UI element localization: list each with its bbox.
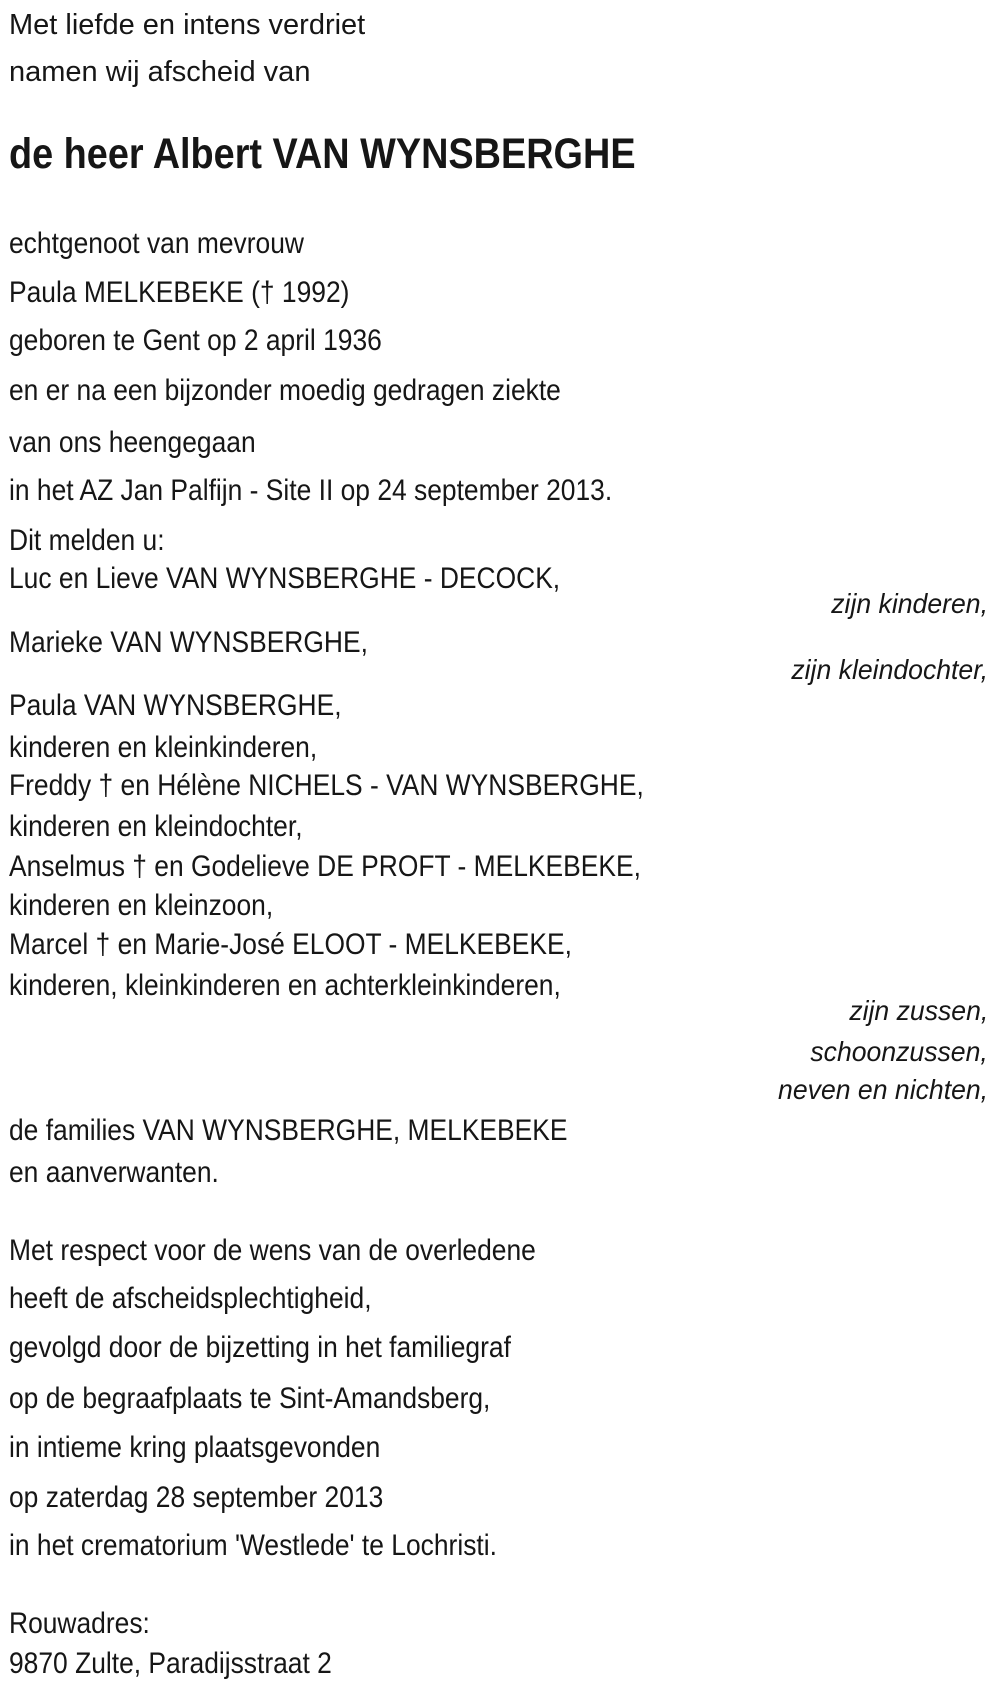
family-entry: de families VAN WYNSBERGHE, MELKEBEKE [9,1114,568,1147]
family-entry: kinderen en kleinkinderen, [9,731,318,764]
mourning-address-label: Rouwadres: [9,1607,150,1640]
family-entry: Freddy † en Hélène NICHELS - VAN WYNSBERGHE, [9,769,644,802]
ceremony-line: in het crematorium 'Westlede' te Lochristi. [9,1529,497,1562]
relation-label: zijn kinderen, [831,588,988,619]
family-entry: kinderen en kleindochter, [9,810,303,843]
mourning-address-value: 9870 Zulte, Paradijsstraat 2 [9,1647,332,1680]
family-entry: Paula VAN WYNSBERGHE, [9,689,342,722]
ceremony-line: heeft de afscheidsplechtigheid, [9,1282,372,1315]
family-entry: Marieke VAN WYNSBERGHE, [9,626,368,659]
notification-heading: Dit melden u: [9,524,165,557]
relation-label: neven en nichten, [777,1074,988,1105]
ceremony-line: in intieme kring plaatsgevonden [9,1431,381,1464]
spouse-name-line: Paula MELKEBEKE († 1992) [9,276,350,309]
relation-label: schoonzussen, [810,1036,988,1067]
relation-label: zijn zussen, [849,995,988,1026]
intro-line-1: Met liefde en intens verdriet [9,9,366,41]
family-entry: Anselmus † en Godelieve DE PROFT - MELKEBEKE, [9,850,641,883]
deceased-name: de heer Albert VAN WYNSBERGHE [9,130,636,178]
ceremony-line: op zaterdag 28 september 2013 [9,1481,384,1514]
ceremony-line: Met respect voor de wens van de overledene [9,1234,536,1267]
family-entry: Luc en Lieve VAN WYNSBERGHE - DECOCK, [9,562,561,595]
family-entry: en aanverwanten. [9,1156,219,1189]
relation-label: zijn kleindochter, [791,654,988,685]
passing-line: van ons heengegaan [9,426,256,459]
family-entry: kinderen en kleinzoon, [9,889,274,922]
illness-line: en er na een bijzonder moedig gedragen ziekte [9,374,561,407]
ceremony-line: gevolgd door de bijzetting in het familiegraf [9,1331,511,1364]
spouse-intro-line: echtgenoot van mevrouw [9,227,304,260]
intro-line-2: namen wij afscheid van [9,56,311,88]
death-place-line: in het AZ Jan Palfijn - Site II op 24 september 2013. [9,474,613,507]
family-entry: kinderen, kleinkinderen en achterkleinkinderen, [9,969,561,1002]
ceremony-line: op de begraafplaats te Sint-Amandsberg, [9,1382,491,1415]
family-entry: Marcel † en Marie-José ELOOT - MELKEBEKE, [9,928,572,961]
birth-line: geboren te Gent op 2 april 1936 [9,324,382,357]
